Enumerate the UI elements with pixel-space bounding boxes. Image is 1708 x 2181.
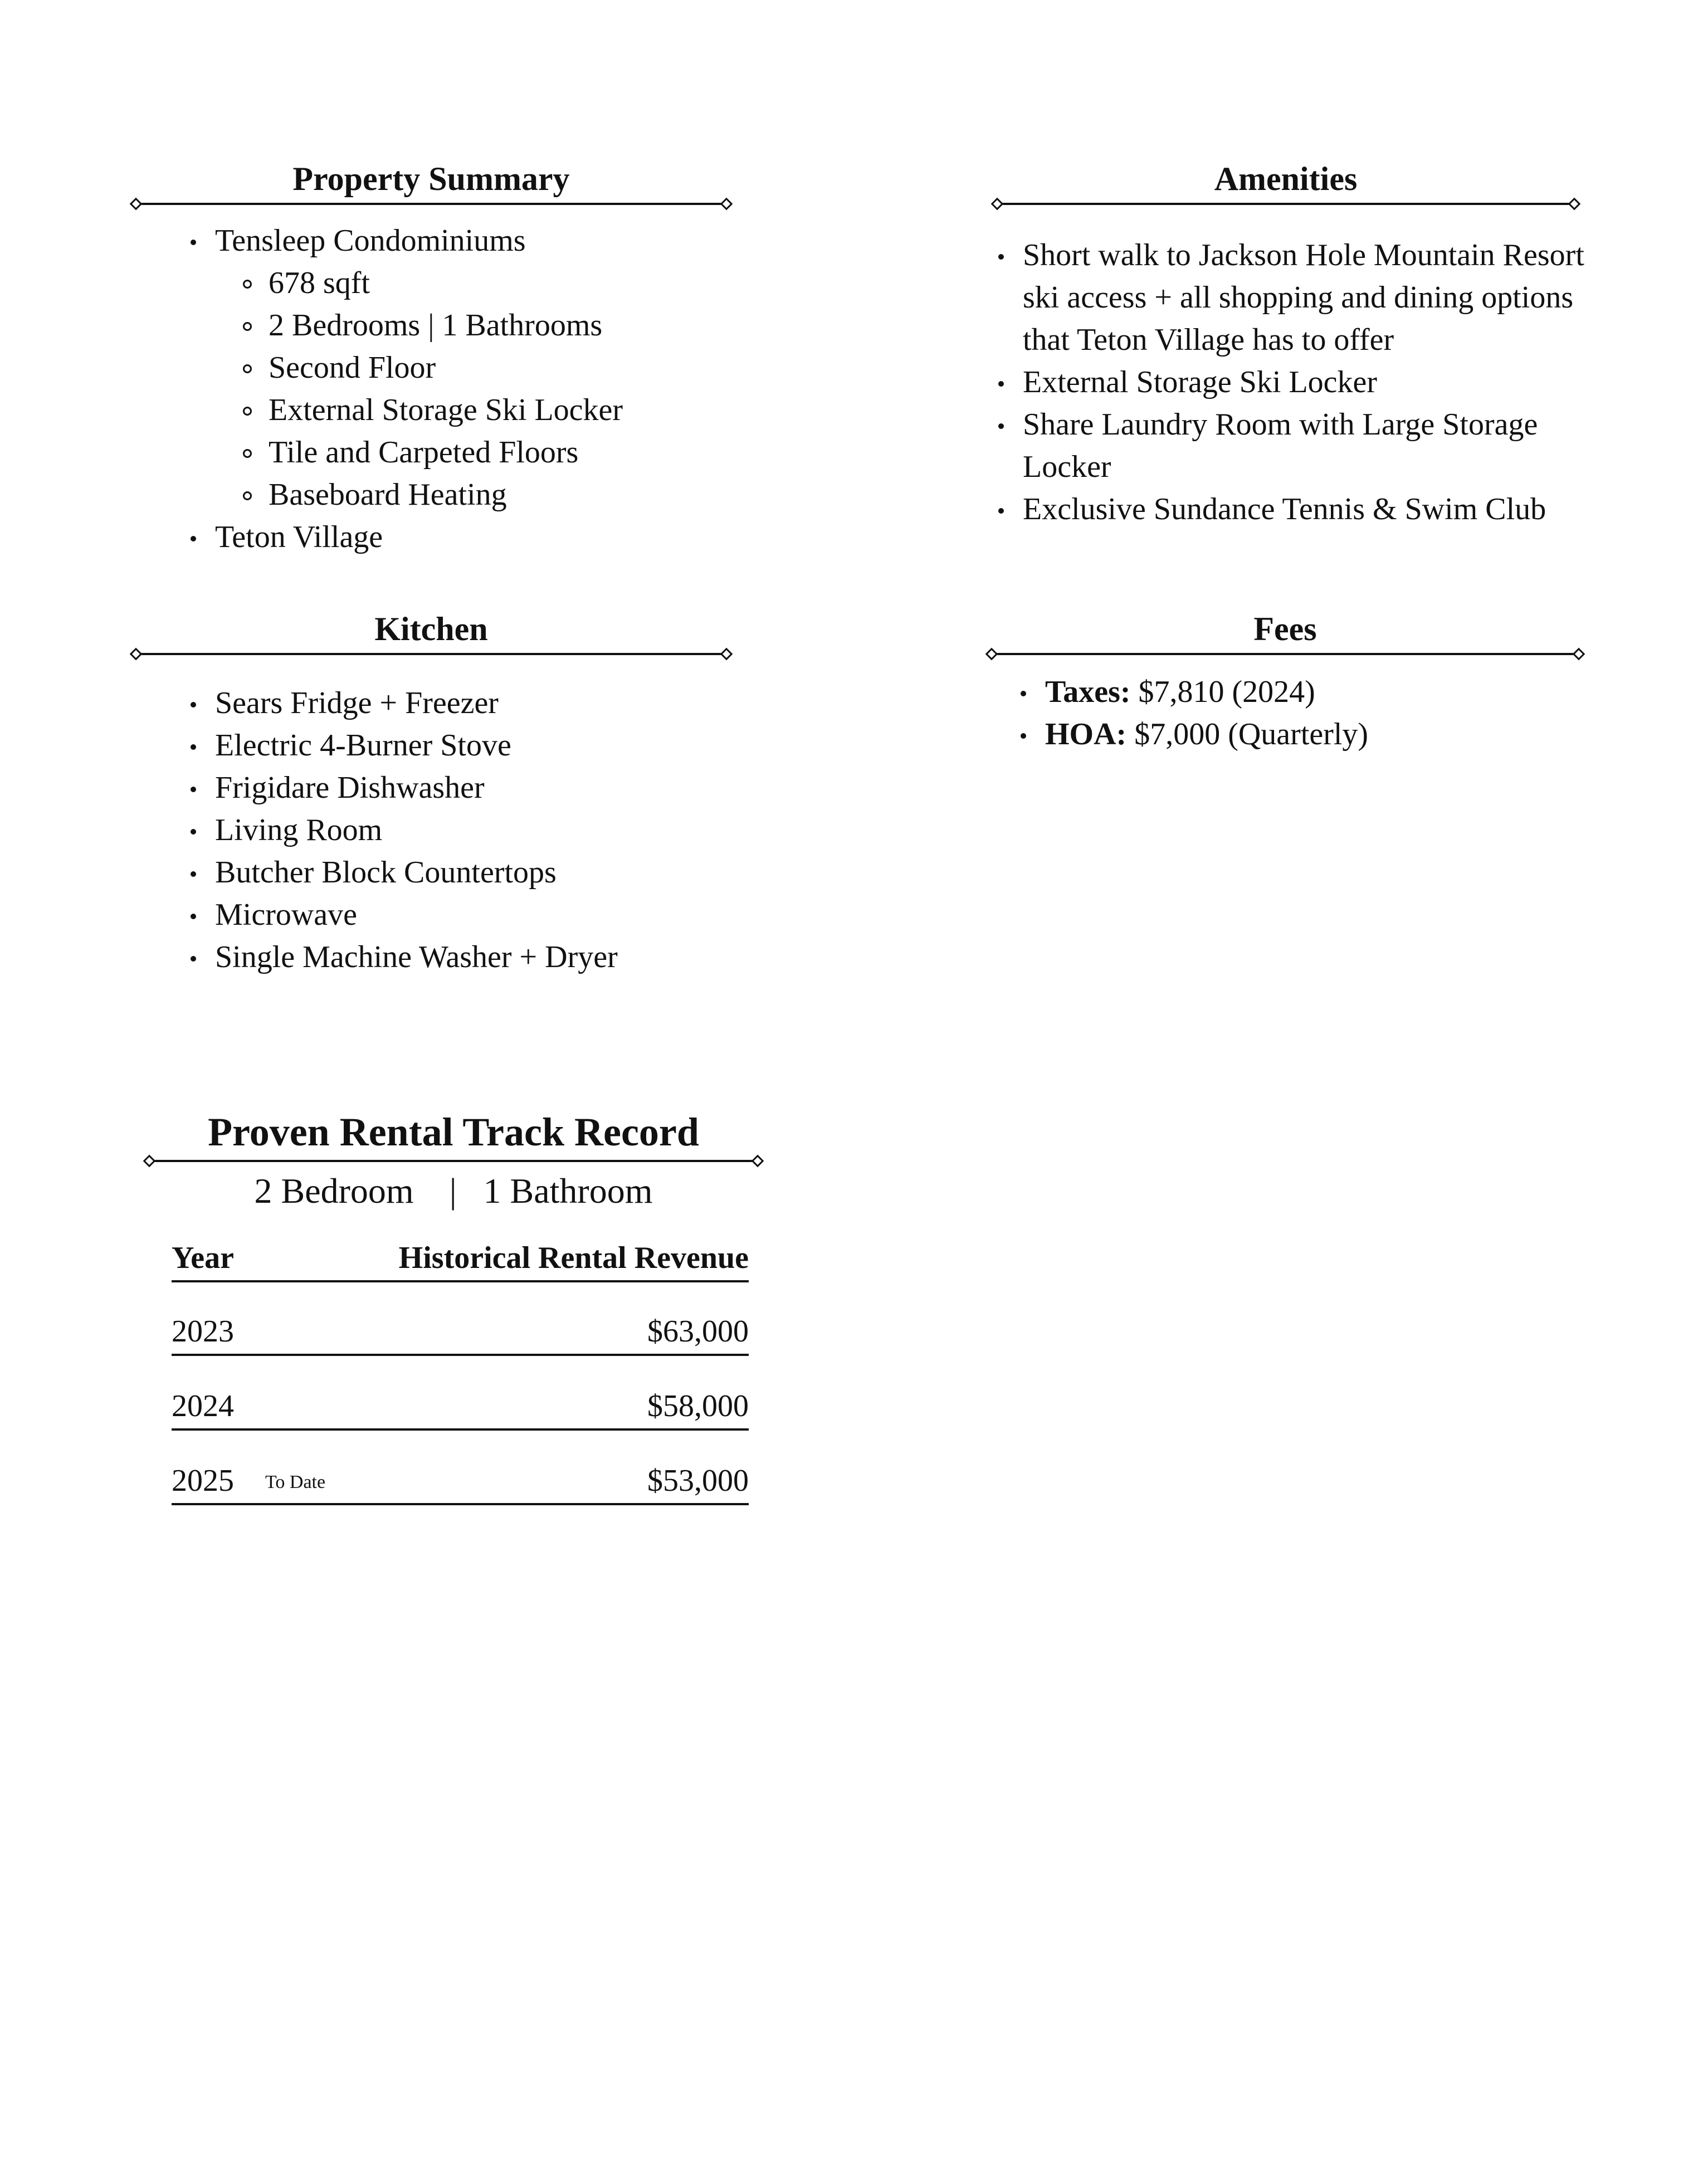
list-item: [1045, 713, 1546, 755]
row-year: 2025: [172, 1463, 234, 1498]
kitchen-divider: [136, 653, 726, 655]
list-item: Baseboard Heating: [269, 474, 772, 516]
list-item: External Storage Ski Locker: [1023, 361, 1602, 403]
track-record-subtitle: 2 Bedroom | 1 Bathroom: [254, 1171, 653, 1211]
kitchen-list: [215, 682, 772, 978]
list-item: [1045, 671, 1546, 713]
list-item: Short walk to Jackson Hole Mountain Resort ski access + all shopping and dining options that Teton Village has to offer: [1023, 234, 1602, 361]
track-record-divider: [149, 1160, 758, 1162]
list-item: Electric 4-Burner Stove: [215, 724, 772, 767]
row-revenue: $58,000: [647, 1389, 749, 1423]
amenities-heading: Amenities: [1214, 160, 1358, 197]
list-item: Butcher Block Countertops: [215, 851, 772, 894]
list-item: Microwave: [215, 894, 772, 936]
list-item: Tensleep Condominiums: [215, 219, 772, 262]
column-header-year: Year: [172, 1241, 234, 1275]
table-header: [172, 1238, 749, 1282]
table-row: [172, 1461, 749, 1505]
list-item: 2 Bedrooms | 1 Bathrooms: [269, 304, 772, 347]
property-summary-heading: Property Summary: [292, 160, 570, 197]
row-note: To Date: [265, 1472, 326, 1492]
property-summary-divider: [136, 203, 726, 205]
list-item: Living Room: [215, 809, 772, 851]
table-row: [172, 1386, 749, 1431]
list-item: Sears Fridge + Freezer: [215, 682, 772, 724]
list-item: Share Laundry Room with Large Storage Locker: [1023, 403, 1602, 488]
list-item: 678 sqft: [269, 262, 772, 304]
kitchen-heading: Kitchen: [374, 611, 488, 647]
fee-value: $7,810 (2024): [1138, 675, 1315, 709]
fees-heading: Fees: [1253, 611, 1317, 647]
fee-value: $7,000 (Quarterly): [1134, 717, 1369, 752]
column-header-revenue: Historical Rental Revenue: [398, 1241, 749, 1275]
list-item: Tile and Carpeted Floors: [269, 431, 772, 474]
row-year: 2023: [172, 1314, 234, 1349]
property-summary-list: [215, 219, 772, 558]
fee-label: HOA:: [1045, 717, 1127, 752]
fee-label: Taxes:: [1045, 675, 1131, 709]
list-item: Frigidare Dishwasher: [215, 767, 772, 809]
amenities-divider: [997, 203, 1574, 205]
list-item: External Storage Ski Locker: [269, 389, 772, 431]
table-row: [172, 1311, 749, 1356]
track-record-title: Proven Rental Track Record: [208, 1110, 699, 1154]
list-item: Single Machine Washer + Dryer: [215, 936, 772, 978]
row-year: 2024: [172, 1389, 234, 1423]
list-item: Exclusive Sundance Tennis & Swim Club: [1023, 488, 1602, 530]
fees-list: [1045, 671, 1546, 755]
list-item: Teton Village: [215, 516, 772, 558]
row-revenue: $53,000: [647, 1463, 749, 1498]
amenities-list: [1023, 234, 1602, 530]
fees-divider: [992, 653, 1579, 655]
row-revenue: $63,000: [647, 1314, 749, 1349]
list-item: Second Floor: [269, 347, 772, 389]
